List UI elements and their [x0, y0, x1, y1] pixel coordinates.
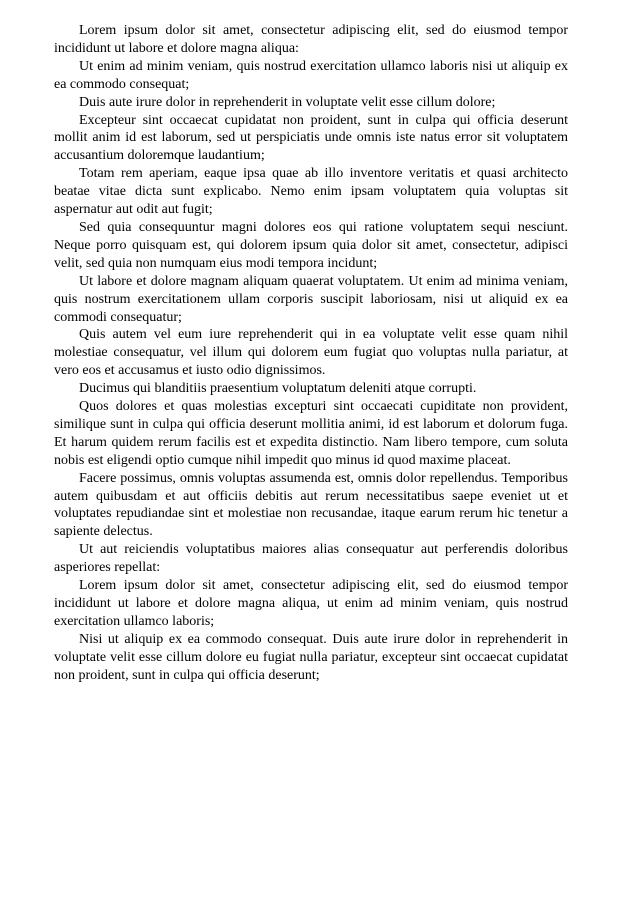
- paragraph: Quis autem vel eum iure reprehenderit qui in ea voluptate velit esse quam nihil molestiae consequatur, vel illum qui dolorem eum fugiat quo voluptas nulla pariatur, at vero eos et accusamus et iusto odio dignissimos.: [54, 327, 568, 379]
- paragraph: Nisi ut aliquip ex ea commodo consequat. Duis aute irure dolor in reprehenderit in voluptate velit esse cillum dolore eu fugiat nulla pariatur, excepteur sint occaecat cupidatat non proident, sunt in culpa qui officia deserunt;: [54, 631, 568, 683]
- document-page: [54, 22, 568, 685]
- paragraph: Lorem ipsum dolor sit amet, consectetur adipiscing elit, sed do eiusmod tempor incididunt ut labore et dolore magna aliqua:: [54, 23, 568, 56]
- paragraph: Lorem ipsum dolor sit amet, consectetur adipiscing elit, sed do eiusmod tempor incididunt ut labore et dolore magna aliqua, ut enim ad minim veniam, quis nostrud exercitation ullamco laboris;: [54, 578, 568, 629]
- paragraph: Duis aute irure dolor in reprehenderit in voluptate velit esse cillum dolore;: [79, 94, 496, 110]
- paragraph: Ut labore et dolore magnam aliquam quaerat voluptatem. Ut enim ad minima veniam, quis nostrum exercitationem ullam corporis suscipit laboriosam, nisi ut aliquid ex ea commodi consequatur;: [54, 273, 568, 325]
- paragraph: Excepteur sint occaecat cupidatat non proident, sunt in culpa qui officia deserunt mollit anim id est laborum, sed ut perspiciatis unde omnis iste natus error sit voluptatem accusantium doloremque laudantium;: [54, 112, 568, 164]
- paragraph: Totam rem aperiam, eaque ipsa quae ab illo inventore veritatis et quasi architecto beatae vitae dicta sunt explicabo. Nemo enim ipsam voluptatem quia voluptas sit aspernatur aut odit aut fugit;: [54, 166, 568, 218]
- paragraph: Sed quia consequuntur magni dolores eos qui ratione voluptatem sequi nesciunt. Neque porro quisquam est, qui dolorem ipsum quia dolor sit amet, consectetur, adipisci velit, sed quia non numquam eius modi tempora incidunt;: [54, 219, 568, 271]
- paragraph: Ut enim ad minim veniam, quis nostrud exercitation ullamco laboris nisi ut aliquip ex ea commodo consequat;: [54, 58, 568, 92]
- paragraph: Ut aut reiciendis voluptatibus maiores alias consequatur aut perferendis doloribus asperiores repellat:: [54, 542, 568, 576]
- paragraph: Ducimus qui blanditiis praesentium voluptatum deleniti atque corrupti.: [79, 381, 477, 397]
- paragraph: Quos dolores et quas molestias excepturi sint occaecati cupiditate non provident, similique sunt in culpa qui officia deserunt mollitia animi, id est laborum et dolorum fuga. Et harum quidem rerum facilis est et expedita distinctio. Nam libero tempore, cum soluta nobis est eligendi optio cumque nihil impedit quo minus id quod maxime placeat.: [54, 399, 568, 468]
- paragraph: Facere possimus, omnis voluptas assumenda est, omnis dolor repellendus. Temporibus autem quibusdam et aut officiis debitis aut rerum necessitatibus saepe eveniet ut et voluptates repudiandae sint et molestiae non recusandae, itaque earum rerum hic tenetur a sapiente delectus.: [54, 470, 568, 540]
